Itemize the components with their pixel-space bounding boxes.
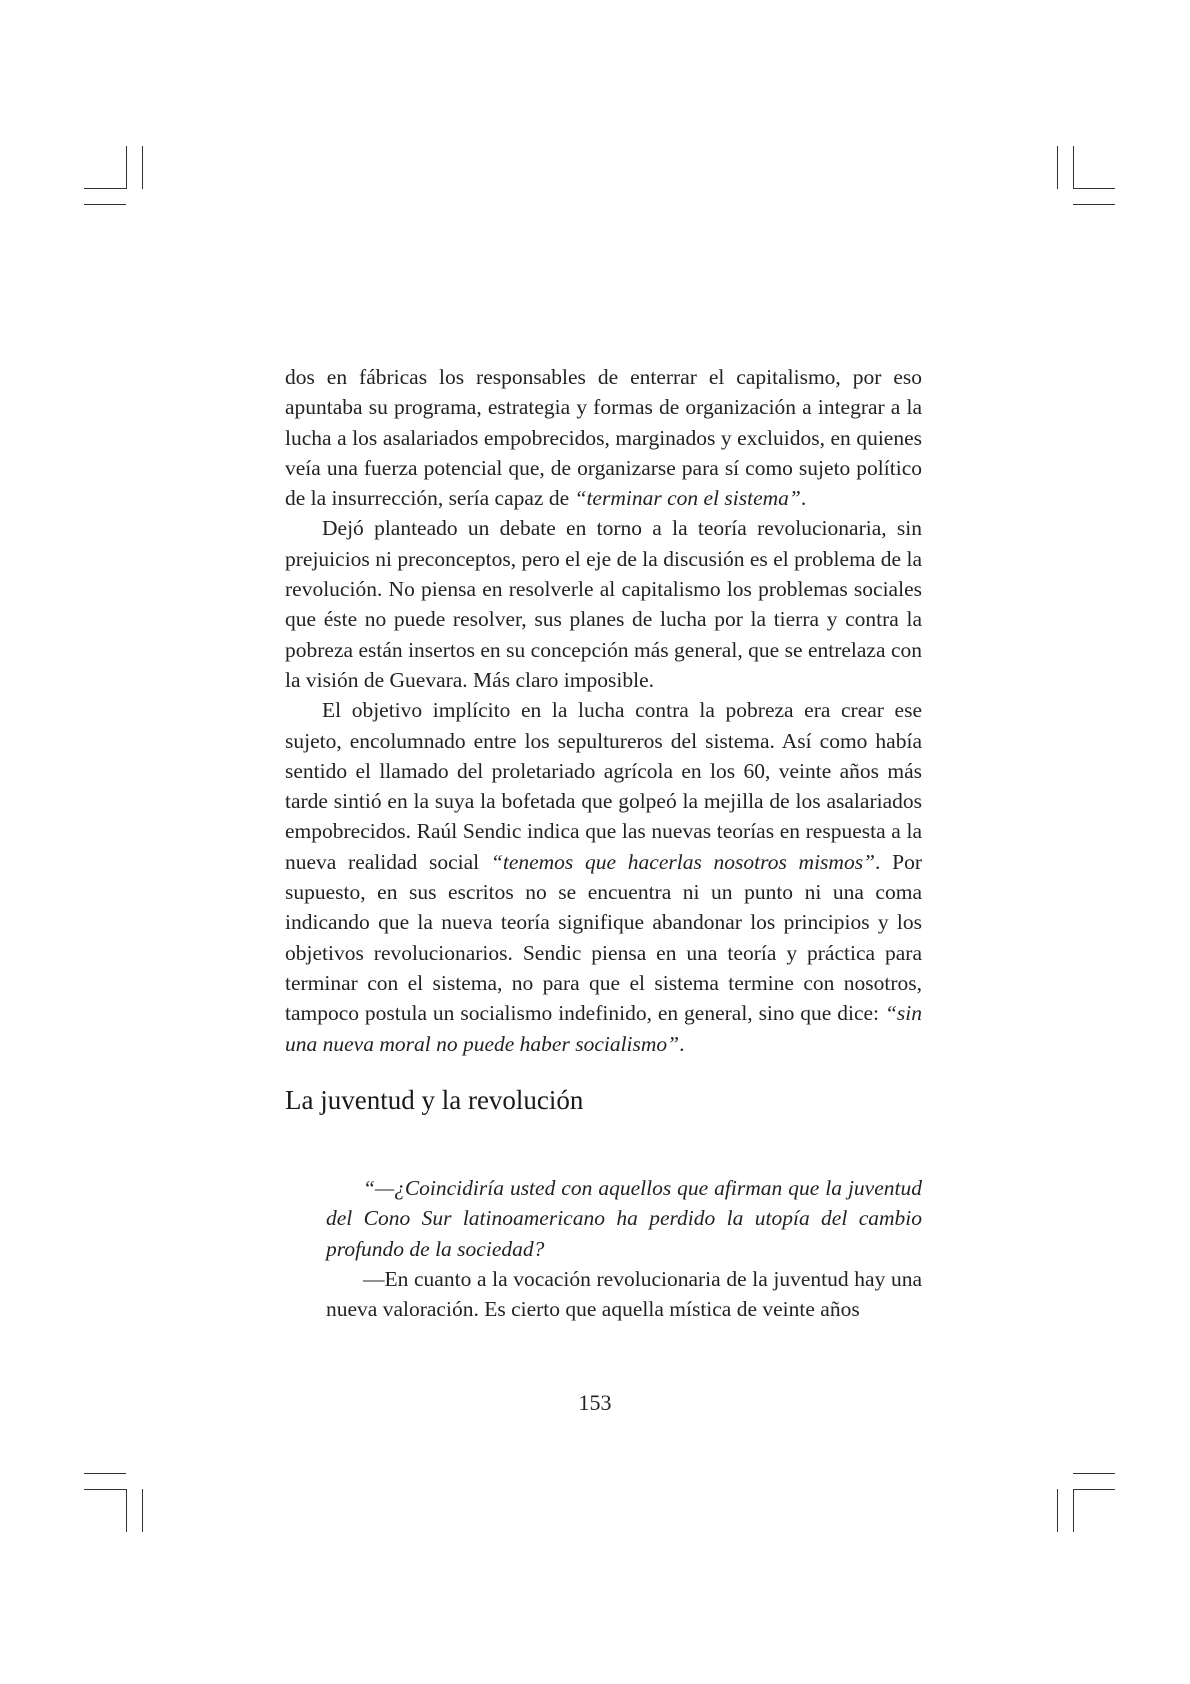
interview-quote: [326, 1173, 922, 1324]
crop-mark-bottom-right-h1: [1073, 1473, 1115, 1474]
quote-terminar-con-el-sistema: “terminar con el sistema”: [574, 486, 801, 511]
paragraph-1: [285, 362, 922, 513]
paragraph-1-text: dos en fábricas los responsables de enterrar el capitalismo, por eso apuntaba su programa, estrategia y formas de organización a integrar a la lucha a los asalariados empobrecidos, marginados y excluidos, en quienes veía una fuerza potencial que, de organizarse para sí como sujeto político de la insurrección, sería capaz de: [285, 365, 922, 511]
crop-mark-top-right-v1: [1057, 146, 1058, 189]
crop-mark-top-right-v2: [1073, 146, 1074, 189]
paragraph-3: [285, 695, 922, 1059]
quote-tenemos-que-hacerlas: “tenemos que hacerlas nosotros mismos”: [490, 849, 876, 874]
crop-mark-bottom-left-v1: [126, 1489, 127, 1532]
crop-mark-top-left-h2: [84, 204, 126, 205]
paragraph-3-text-1: El objetivo implícito en la lucha contra la pobreza era crear ese sujeto, encolumnado entre los sepultureros del sistema. Así como había sentido el llamado del proletariado agrícola en los 60, veinte años más tarde sintió en la suya la bofetada que golpeó la mejilla de los asalariados empobrecidos. Raúl Sendic indica que las nuevas teorías en respuesta a la nueva realidad social: [285, 698, 922, 874]
page-number: 153: [578, 1390, 612, 1415]
crop-mark-bottom-right-h2: [1073, 1489, 1115, 1490]
crop-mark-top-left-v1: [126, 146, 127, 189]
paragraph-3-text-2: . Por supuesto, en sus escritos no se encuentra ni un punto ni una coma indicando que la nueva teoría signifique abandonar los principios y los objetivos revolucionarios. Sendic piensa en una teoría y práctica para terminar con el sistema, no para que el sistema termine con nosotros, tampoco postula un socialismo indefinido, en general, sino que dice:: [285, 849, 922, 1026]
crop-mark-bottom-left-h1: [84, 1473, 126, 1474]
crop-mark-top-left-h1: [84, 188, 126, 189]
crop-mark-top-right-h2: [1073, 204, 1115, 205]
paragraph-3-end: .: [679, 1031, 685, 1056]
crop-mark-bottom-left-v2: [142, 1489, 143, 1532]
interview-question-text: “—¿Coincidiría usted con aquellos que afirman que la juventud del Cono Sur latinoamericano ha perdido la utopía del cambio profundo de la sociedad?: [326, 1176, 922, 1261]
paragraph-1-end: .: [800, 486, 807, 511]
interview-answer: —En cuanto a la vocación revolucionaria de la juventud hay una nueva valoración. Es cierto que aquella mística de veinte años: [326, 1266, 922, 1322]
crop-mark-bottom-right-v2: [1073, 1489, 1074, 1532]
crop-mark-bottom-left-h2: [84, 1489, 126, 1490]
quote-nueva-moral: “sin una nueva moral no puede haber socialismo”: [285, 1001, 922, 1056]
paragraph-2: Dejó planteado un debate en torno a la teoría revolucionaria, sin prejuicios ni preconceptos, pero el eje de la discusión es el problema de la revolución. No piensa en resolverle al capitalismo los problemas sociales que éste no puede resolver, sus planes de lucha por la tierra y contra la pobreza están insertos en su concepción más general, que se entrelaza con la visión de Guevara. Más claro imposible.: [285, 516, 922, 692]
crop-mark-top-left-v2: [142, 146, 143, 189]
crop-mark-bottom-right-v1: [1057, 1489, 1058, 1532]
interview-question: [326, 1173, 922, 1264]
crop-mark-top-right-h1: [1073, 188, 1115, 189]
body-text: [285, 362, 922, 1059]
section-heading: La juventud y la revolución: [285, 1085, 584, 1115]
